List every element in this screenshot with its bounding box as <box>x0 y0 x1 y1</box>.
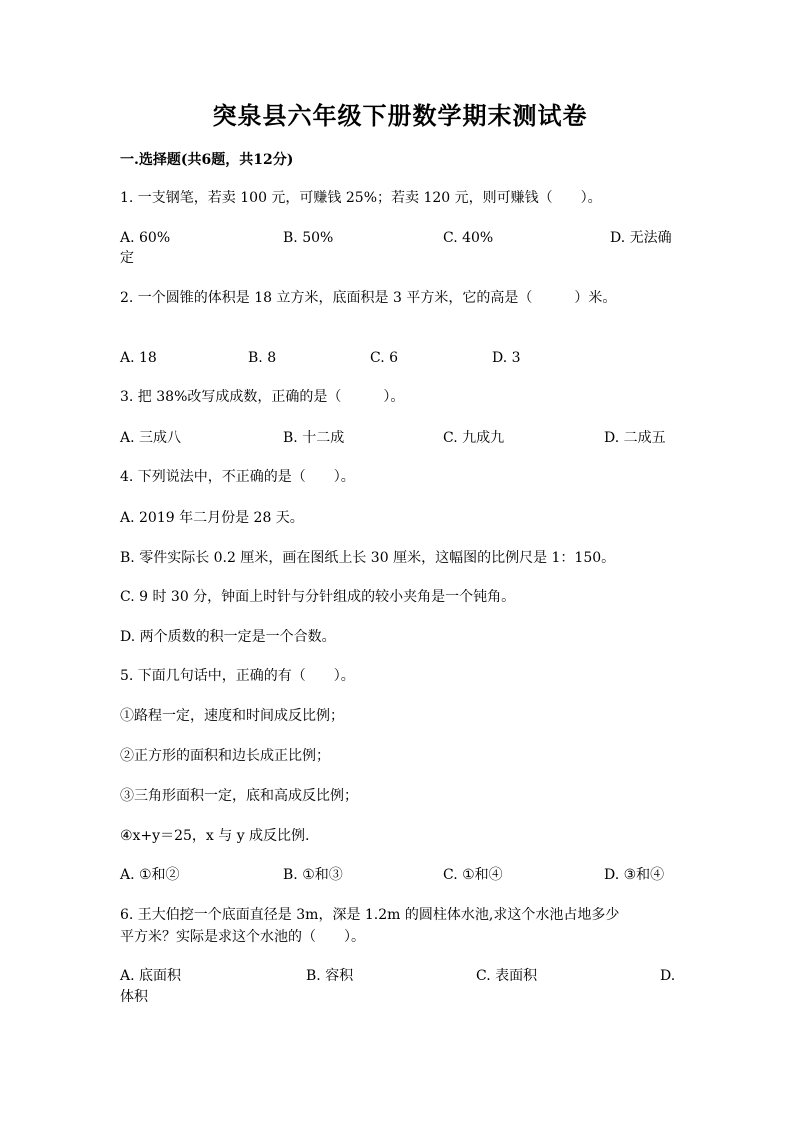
question-6-option-d-wrap: 体积 <box>120 989 148 1005</box>
question-5-option-c: C. ①和④ <box>443 867 503 883</box>
question-1-option-d: D. 无法确 <box>610 230 672 246</box>
question-3-stem: 3. 把 38%改写成成数，正确的是（ ）。 <box>120 389 405 405</box>
question-4-stem: 4. 下列说法中，不正确的是（ ）。 <box>120 469 355 485</box>
question-2-option-a: A. 18 <box>120 350 157 366</box>
question-3-option-c: C. 九成九 <box>443 430 505 446</box>
question-4-option-b: B. 零件实际长 0.2 厘米，画在图纸上长 30 厘米，这幅图的比例尺是 1：150。 <box>120 550 616 566</box>
question-6-stem-line-1: 6. 王大伯挖一个底面直径是 3m，深是 1.2m 的圆柱体水池,求这个水池占地多少 <box>120 907 620 923</box>
question-2-option-b: B. 8 <box>248 350 277 366</box>
question-1-option-a: A. 60% <box>120 230 171 246</box>
question-4-option-d: D. 两个质数的积一定是一个合数。 <box>120 629 336 645</box>
question-4-option-c: C. 9 时 30 分，钟面上时针与分针组成的较小夹角是一个钝角。 <box>120 589 516 605</box>
question-2-option-d: D. 3 <box>492 350 521 366</box>
question-5-option-b: B. ①和③ <box>283 867 343 883</box>
section-heading: 一.选择题(共6题，共12分) <box>120 152 294 168</box>
question-1-option-b: B. 50% <box>283 230 334 246</box>
question-2-option-c: C. 6 <box>370 350 399 366</box>
question-3-option-b: B. 十二成 <box>283 430 345 446</box>
page-title: 突泉县六年级下册数学期末测试卷 <box>212 101 588 130</box>
question-5-statement-1: ①路程一定，速度和时间成反比例； <box>120 708 344 724</box>
question-5-option-d: D. ③和④ <box>604 867 665 883</box>
question-5-option-a: A. ①和② <box>120 867 180 883</box>
question-4-option-a: A. 2019 年二月份是 28 天。 <box>120 510 304 526</box>
question-5-statement-2: ②正方形的面积和边长成正比例； <box>120 748 330 764</box>
question-6-option-d: D. <box>660 968 676 984</box>
question-6-option-a: A. 底面积 <box>120 968 182 984</box>
question-6-stem-line-2: 平方米？实际是求这个水池的（ ）。 <box>120 929 365 945</box>
question-5-statement-4: ④x+y＝25，x 与 y 成反比例. <box>120 828 310 844</box>
question-5-statement-3: ③三角形面积一定，底和高成反比例； <box>120 788 358 804</box>
question-3-option-d: D. 二成五 <box>604 430 666 446</box>
question-1-option-d-wrap: 定 <box>120 250 134 266</box>
question-6-option-b: B. 容积 <box>306 968 354 984</box>
question-5-stem: 5. 下面几句话中，正确的有（ ）。 <box>120 668 355 684</box>
question-6-option-c: C. 表面积 <box>476 968 538 984</box>
question-1-stem: 1. 一支钢笔，若卖 100 元，可赚钱 25%；若卖 120 元，则可赚钱（ ）。 <box>120 190 602 206</box>
question-2-stem: 2. 一个圆锥的体积是 18 立方米，底面积是 3 平方米，它的高是（ ）米。 <box>120 290 617 306</box>
question-1-option-c: C. 40% <box>443 230 494 246</box>
question-3-option-a: A. 三成八 <box>120 430 182 446</box>
